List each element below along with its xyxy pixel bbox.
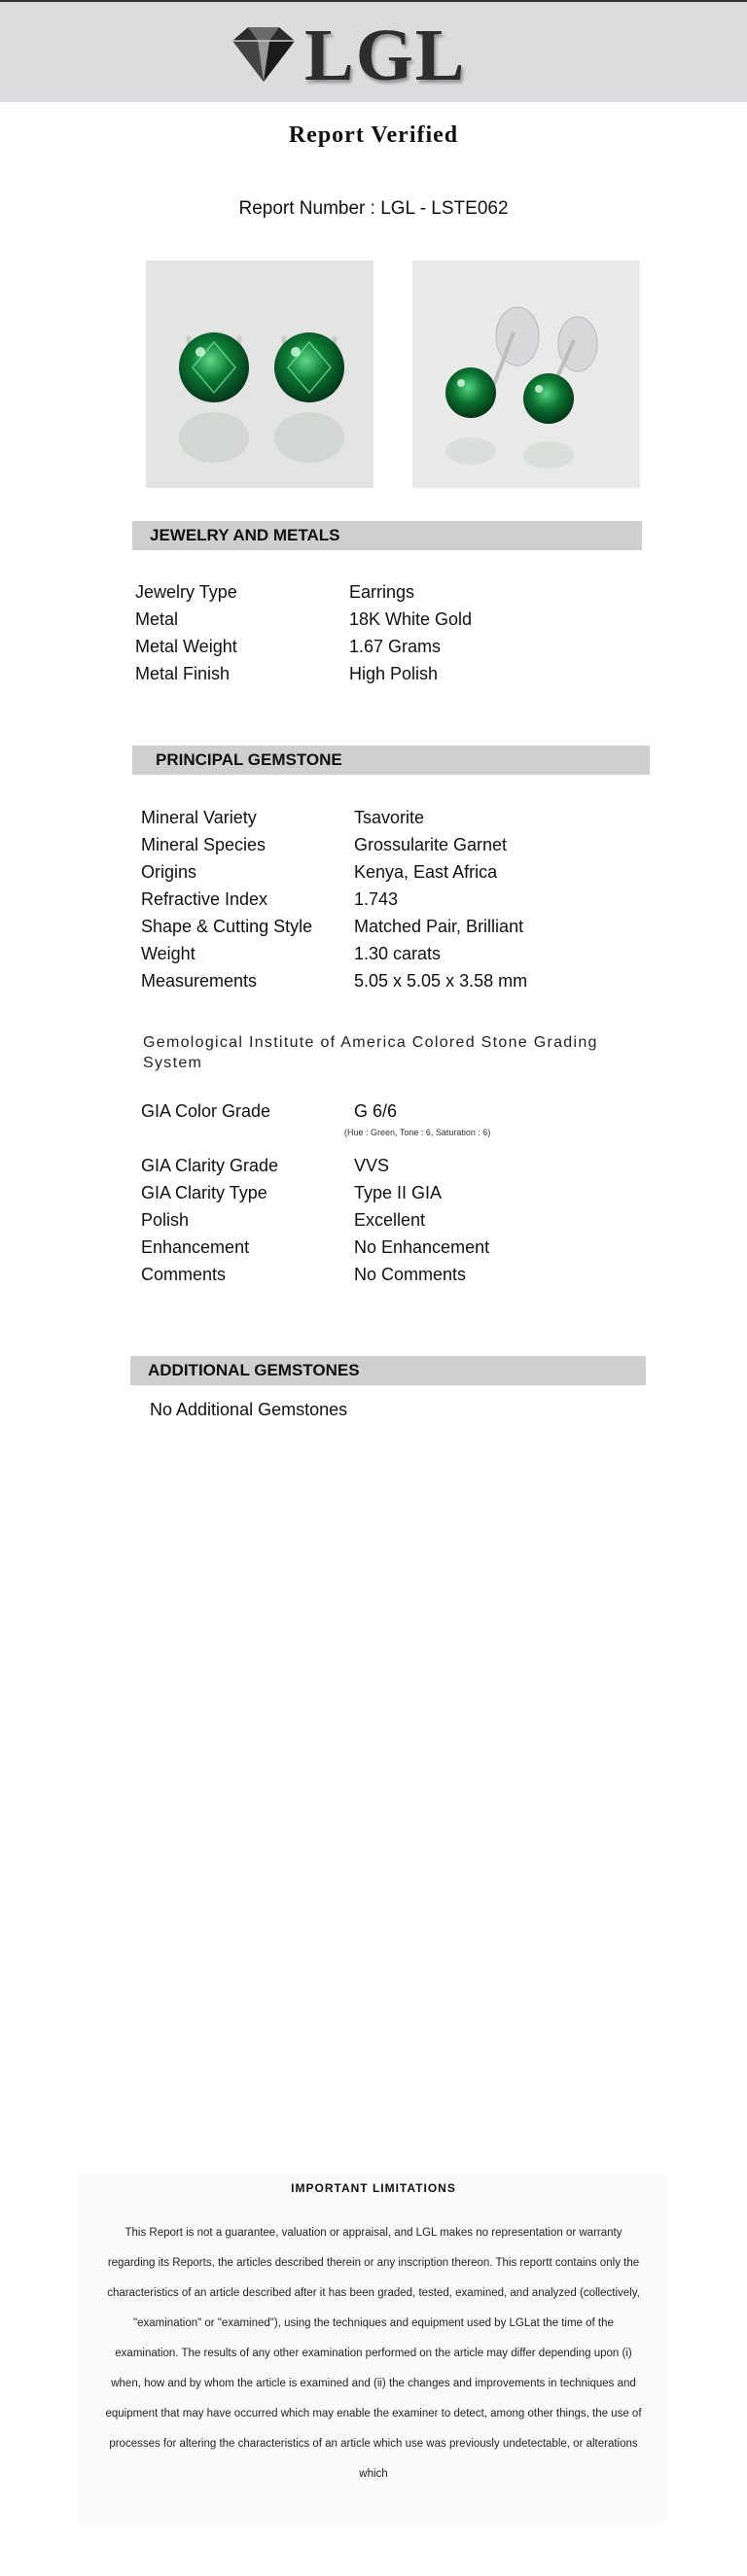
earrings-side-photo <box>412 261 640 488</box>
diamond-icon <box>229 23 299 86</box>
earring-icon <box>146 261 374 488</box>
measurements-label: Measurements <box>141 971 258 991</box>
metal-weight-value: 1.67 Grams <box>349 637 442 656</box>
measurements-value: 5.05 x 5.05 x 3.58 mm <box>354 971 528 991</box>
polish-label: Polish <box>141 1210 190 1230</box>
jewelry-section-heading: JEWELRY AND METALS <box>132 521 642 550</box>
page-title: Report Verified <box>288 122 459 148</box>
jewelry-type-label: Jewelry Type <box>135 582 237 602</box>
gia-grading-system-note: Gemological Institute of America Colored Stone Grading System <box>143 1034 598 1071</box>
weight-value: 1.30 carats <box>354 944 442 963</box>
earring-icon <box>412 261 640 488</box>
report-number: Report Number : LGL - LSTE062 <box>238 198 509 219</box>
refractive-index-label: Refractive Index <box>141 889 268 909</box>
polish-value: Excellent <box>354 1210 426 1230</box>
gia-color-grade-value: G 6/6 <box>354 1101 398 1121</box>
weight-label: Weight <box>141 944 196 963</box>
no-additional-gemstones-text: No Additional Gemstones <box>150 1400 348 1419</box>
principal-section-heading: PRINCIPAL GEMSTONE <box>132 746 650 775</box>
logo-text: LGL <box>304 15 467 96</box>
mineral-species-label: Mineral Species <box>141 835 267 854</box>
lgl-logo[interactable] <box>229 15 481 96</box>
mineral-variety-label: Mineral Variety <box>141 808 257 827</box>
gia-clarity-grade-label: GIA Clarity Grade <box>141 1156 279 1175</box>
gia-clarity-grade-value: VVS <box>354 1156 390 1175</box>
metal-value: 18K White Gold <box>349 609 473 629</box>
gia-clarity-type-label: GIA Clarity Type <box>141 1183 267 1202</box>
metal-label: Metal <box>135 609 179 629</box>
mineral-variety-value: Tsavorite <box>354 808 425 827</box>
enhancement-label: Enhancement <box>141 1237 250 1257</box>
gia-color-note: (Hue : Green, Tone : 6, Saturation : 6) <box>344 1128 491 1137</box>
metal-finish-label: Metal Finish <box>135 664 231 683</box>
origins-label: Origins <box>141 862 197 882</box>
earrings-front-photo <box>146 261 374 488</box>
comments-value: No Comments <box>354 1265 467 1284</box>
header-banner <box>0 0 747 102</box>
additional-section-heading: ADDITIONAL GEMSTONES <box>130 1356 646 1385</box>
limitations-heading: IMPORTANT LIMITATIONS <box>291 2181 456 2195</box>
shape-cutting-style-value: Matched Pair, Brilliant <box>354 917 524 936</box>
gia-clarity-type-value: Type II GIA <box>354 1183 443 1202</box>
enhancement-value: No Enhancement <box>354 1237 490 1257</box>
refractive-index-value: 1.743 <box>354 889 399 909</box>
limitations-text: This Report is not a guarantee, valuation or appraisal, and LGL makes no representation or warranty regarding its Reports, the articles described therein or any inscription thereon. This reportt contains only the characteristics of an article described after it has been graded, tested, examined, and analyzed (collectively, "examination" or "examined"), using the techniques and equipment used by LGLat the time of the examination. The results of any other examination performed on the article may differ depending upon (i) when, how and by whom the article is examined and (ii) the changes and improvements in techniques and equipment that may have occurred which may enable the examiner to detect, among other things, the use of processes for altering the characteristics of an article which use was previously undetectable, or alterations which <box>105 2227 642 2480</box>
metal-weight-label: Metal Weight <box>135 637 237 656</box>
mineral-species-value: Grossularite Garnet <box>354 835 508 854</box>
jewelry-type-value: Earrings <box>349 582 415 602</box>
metal-finish-value: High Polish <box>349 664 439 683</box>
comments-label: Comments <box>141 1265 227 1284</box>
shape-cutting-style-label: Shape & Cutting Style <box>141 917 313 936</box>
origins-value: Kenya, East Africa <box>354 862 498 882</box>
gia-color-grade-label: GIA Color Grade <box>141 1101 271 1121</box>
